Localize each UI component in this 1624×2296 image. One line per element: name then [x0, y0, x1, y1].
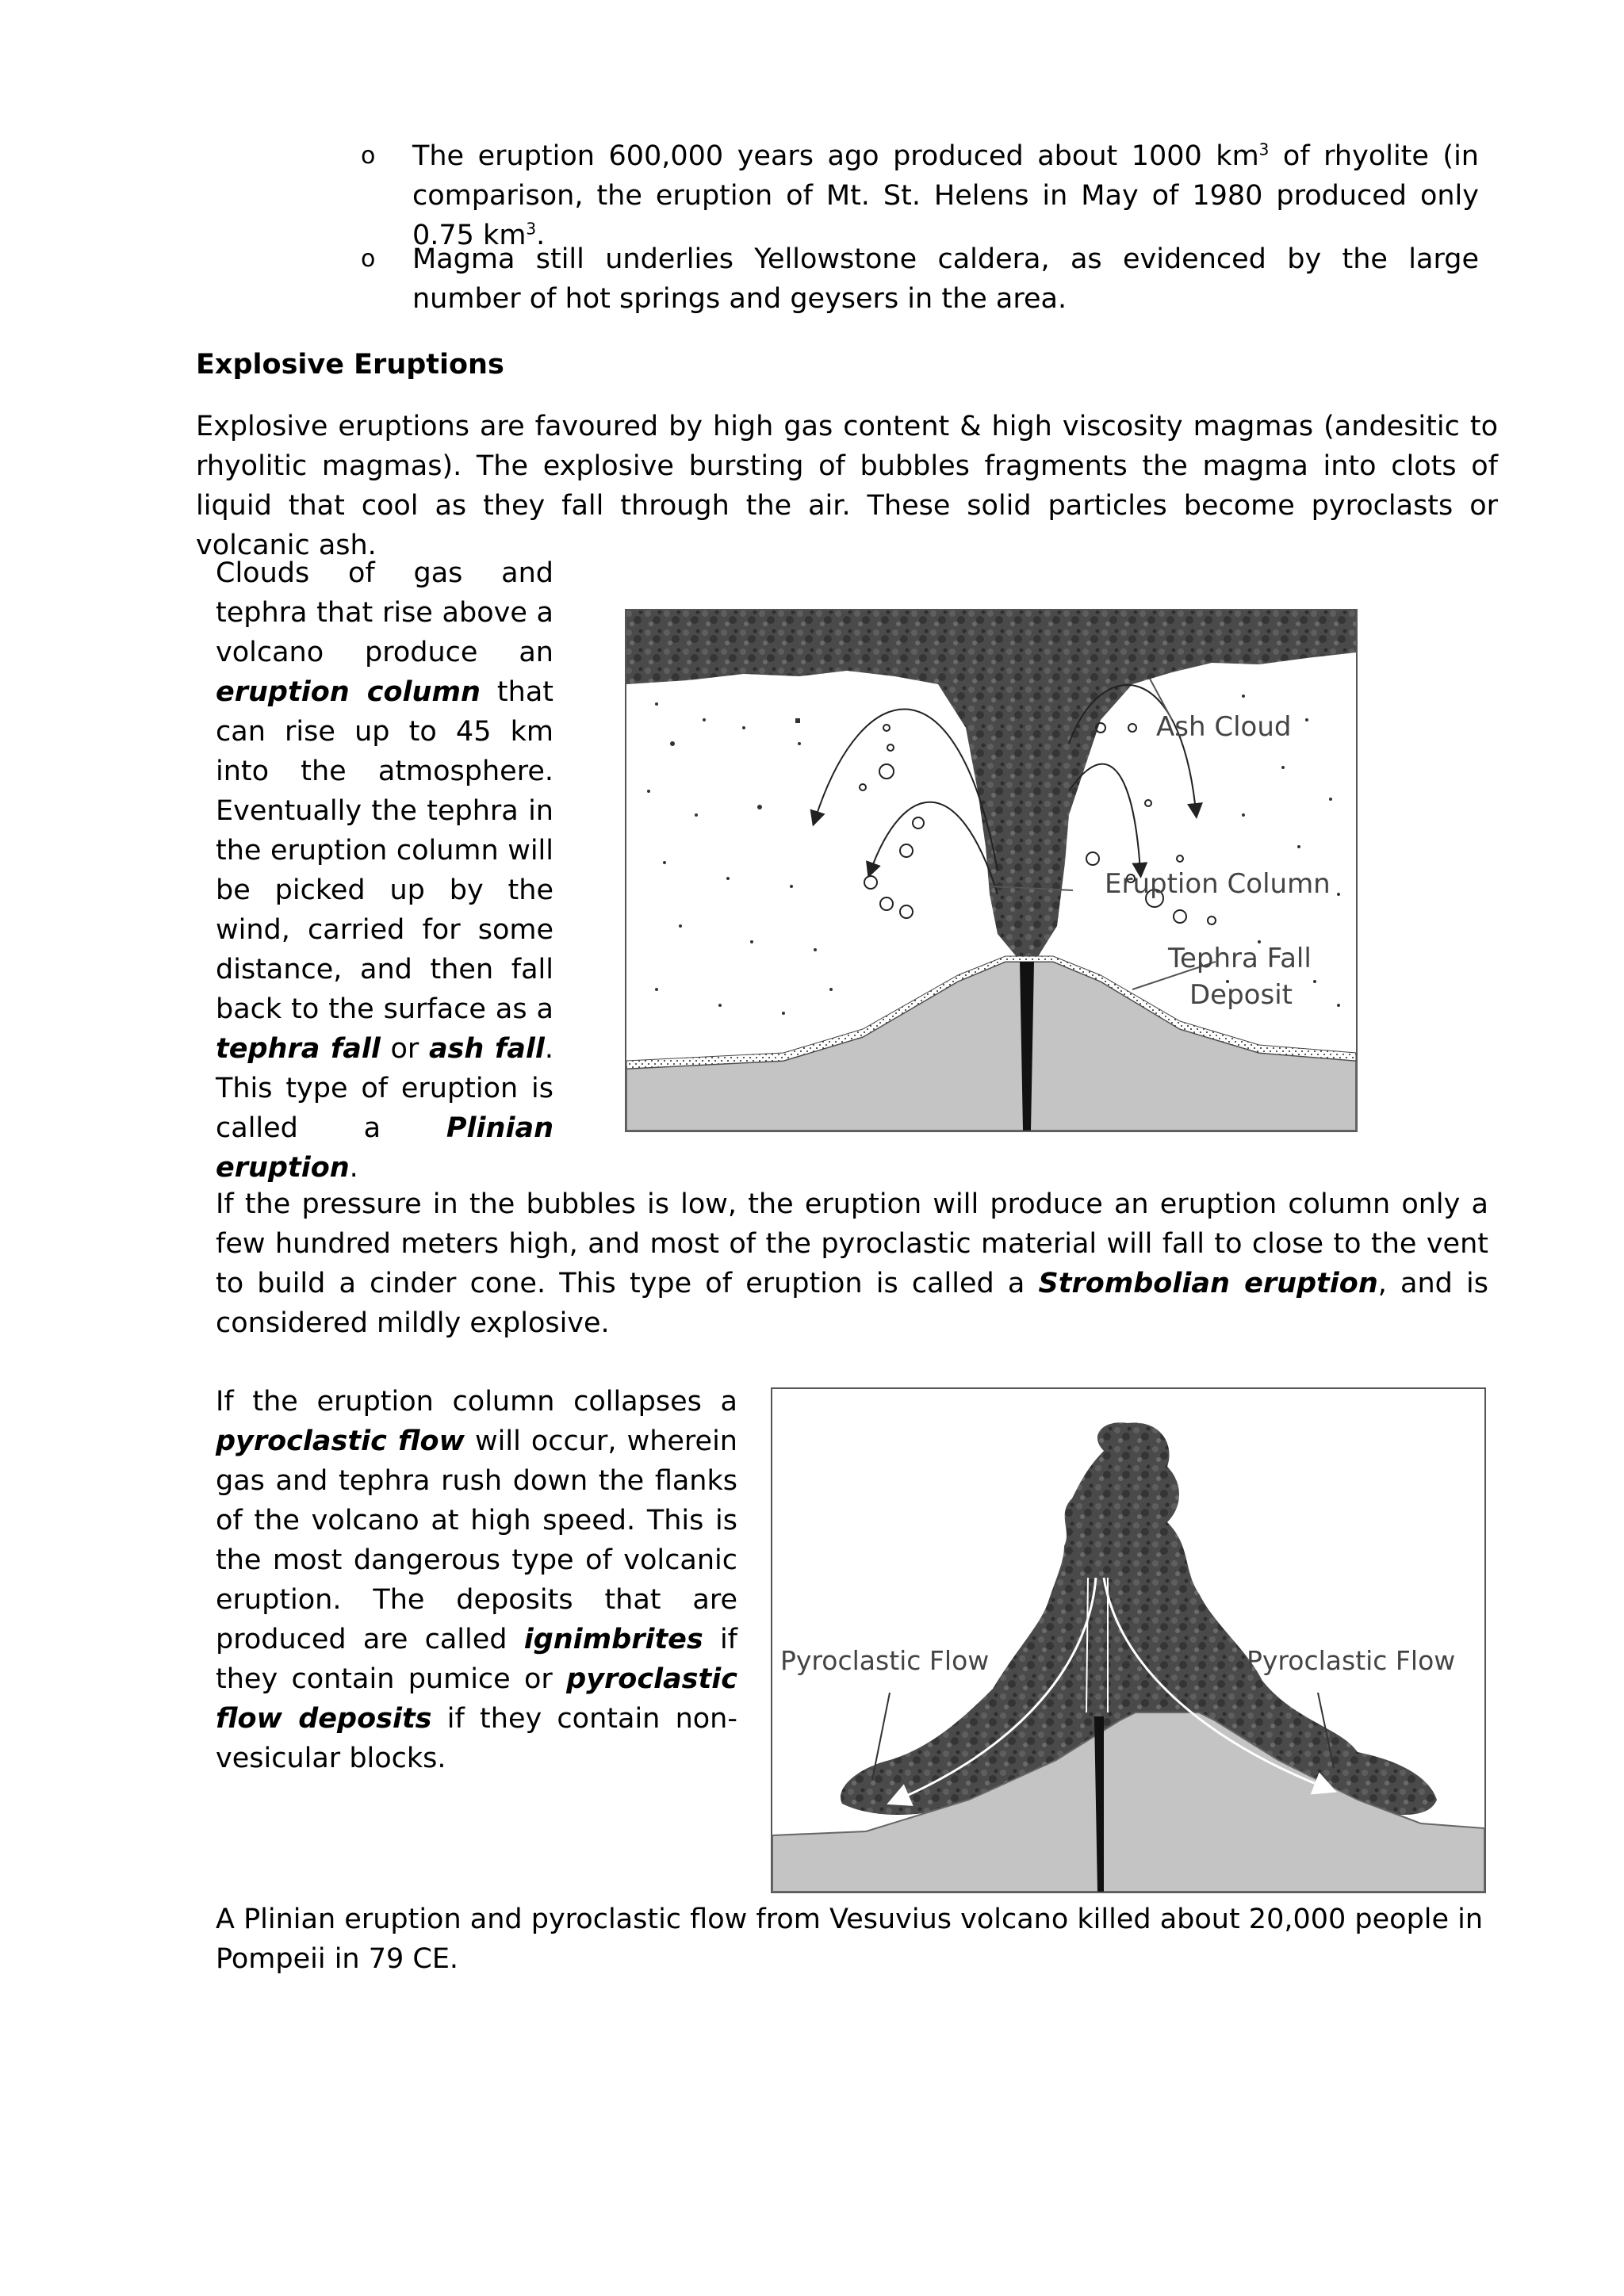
- bullet-item-magma: Magma still underlies Yellowstone caldera, as evidenced by the large number of hot springs and geysers in the area.: [412, 243, 1479, 315]
- paragraph-text: If the eruption column collapses a: [216, 1386, 737, 1418]
- pyroclastic-diagram-svg: [771, 1387, 1486, 1893]
- section-heading: Explosive Eruptions: [196, 349, 504, 381]
- label-tephra-fall: Tephra Fall: [1168, 943, 1312, 974]
- intro-paragraph: Explosive eruptions are favoured by high gas content & high viscosity magmas (andesitic to rhyolitic magmas). The explosive bursting of bubbles fragments the magma into clots of liquid that cool as they fall through the air. These solid particles become pyroclasts or volcanic ash.: [196, 411, 1498, 561]
- paragraph-text: will occur, wherein gas and tephra rush down the flanks of the volcano at high speed. This is the most dangerous type of volcanic eruption. The deposits that are produced are called: [216, 1425, 737, 1655]
- paragraph-text: Clouds of gas and tephra that rise above a volcano produce an: [216, 557, 553, 668]
- label-deposit: Deposit: [1189, 979, 1293, 1011]
- superscript: 3: [1258, 140, 1270, 159]
- plinian-paragraph: [216, 553, 553, 1188]
- paragraph-text: that can rise up to 45 km into the atmosphere. Eventually the tephra in the eruption column will be picked up by the wind, carried for some distance, and then fall back to the surface as a: [216, 676, 553, 1025]
- term-strombolian-eruption: Strombolian eruption: [1038, 1268, 1378, 1299]
- term-plinian-eruption: Plinian eruption: [216, 1112, 553, 1184]
- bullet-text: of rhyolite (in comparison, the eruption of Mt. St. Helens in May of 1980 produced only 0.75 km: [412, 140, 1479, 251]
- pyroclastic-paragraph: [216, 1382, 737, 1778]
- label-ash-cloud: Ash Cloud: [1156, 711, 1292, 743]
- strombolian-paragraph: [216, 1184, 1488, 1343]
- paragraph-text: , and is considered mildly explosive.: [216, 1268, 1489, 1339]
- paragraph-text: if they contain non-vesicular blocks.: [216, 1703, 737, 1774]
- term-tephra-fall: tephra fall: [216, 1033, 381, 1065]
- plinian-diagram-svg: [625, 609, 1358, 1132]
- paragraph-text: if they contain pumice or: [216, 1624, 737, 1695]
- paragraph-text: or: [380, 1033, 429, 1065]
- term-eruption-column: eruption column: [216, 676, 481, 708]
- paragraph-text: .: [349, 1152, 358, 1184]
- term-ash-fall: ash fall: [428, 1033, 545, 1065]
- paragraph-text: . This type of eruption is called a: [216, 1033, 553, 1144]
- bullet-marker: o: [361, 245, 376, 273]
- term-pyroclastic-flow-deposits: pyroclastic flow deposits: [216, 1663, 737, 1735]
- paragraph-text: If the pressure in the bubbles is low, the eruption will produce an eruption column only a few hundred meters high, and most of the pyroclastic material will fall to close to the vent to build a cinder cone. This type of eruption is called a: [216, 1188, 1488, 1299]
- plinian-eruption-diagram: [625, 609, 1358, 1132]
- closing-paragraph: A Plinian eruption and pyroclastic flow from Vesuvius volcano killed about 20,000 people in Pompeii in 79 CE.: [216, 1904, 1484, 1975]
- bullet-item-eruption-volume: [412, 136, 1479, 255]
- term-ignimbrites: ignimbrites: [523, 1624, 703, 1655]
- bullet-marker: o: [361, 142, 376, 170]
- superscript: 3: [526, 219, 537, 239]
- term-pyroclastic-flow: pyroclastic flow: [216, 1425, 465, 1457]
- label-pyroclastic-flow-right: Pyroclastic Flow: [1247, 1645, 1456, 1676]
- label-eruption-column: Eruption Column: [1105, 868, 1331, 900]
- pyroclastic-flow-diagram: [771, 1387, 1486, 1893]
- label-pyroclastic-flow-left: Pyroclastic Flow: [780, 1645, 990, 1676]
- bullet-text: .: [536, 220, 546, 251]
- bullet-text: The eruption 600,000 years ago produced about 1000 km: [412, 140, 1259, 172]
